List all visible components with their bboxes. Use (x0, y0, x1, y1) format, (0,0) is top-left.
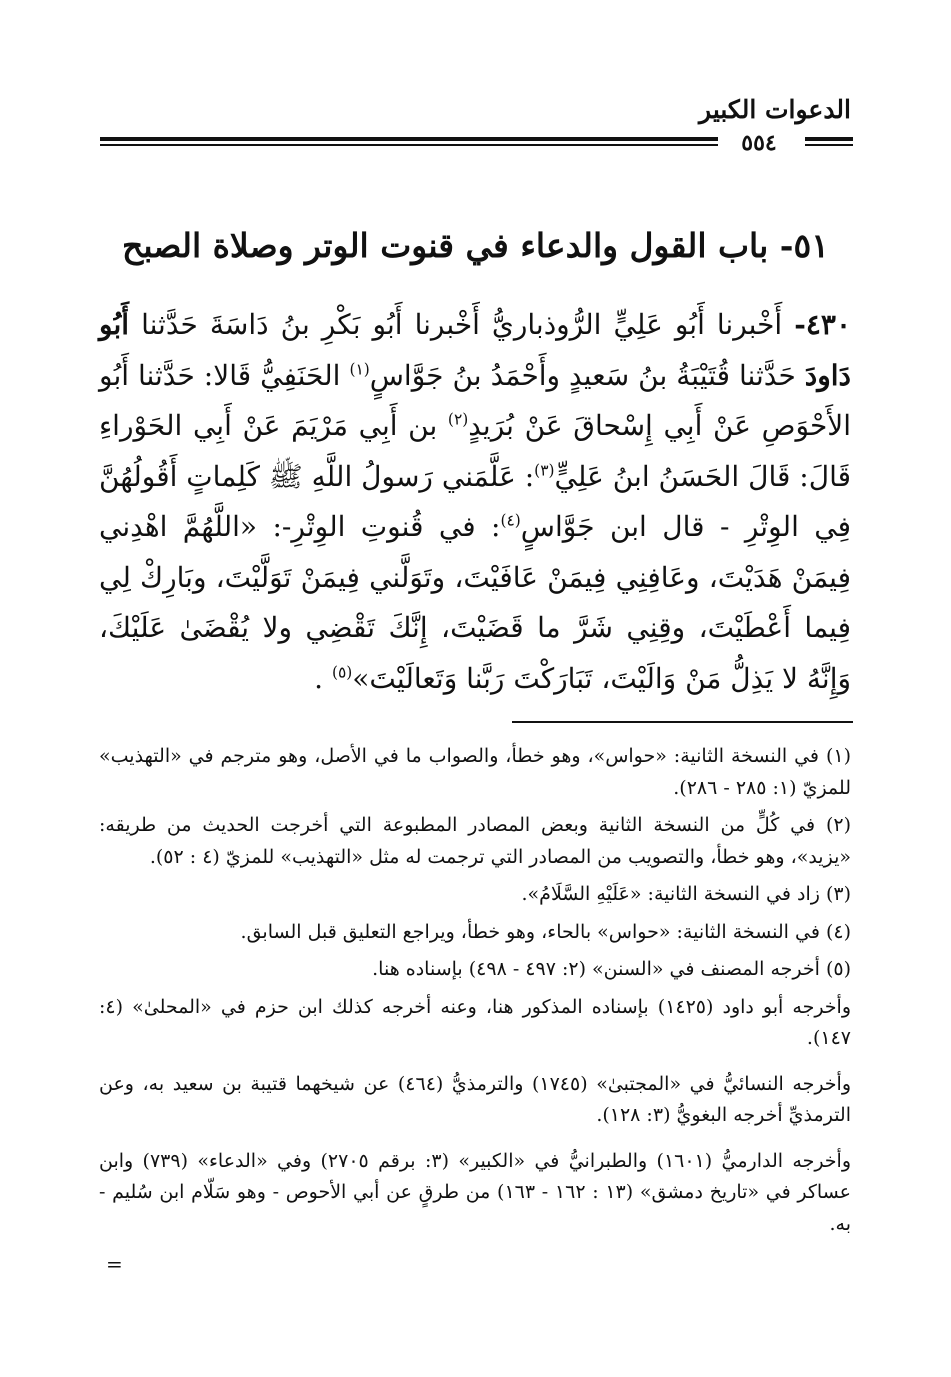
footnote-ref: (٥) (331, 663, 353, 682)
footnote-5-continuation: وأخرجه الدارميُّ (١٦٠١) والطبرانيُّ في «الكبير» (٣: برقم ٢٧٠٥) وفي «الدعاء» (٧٣٩) وابن عساكر في «تاريخ دمشق» (١٣ : ١٦٢ - ١٦٣) من طرقٍ عن أبي الأحوص - وهو سَلّام ابن سُليم - به. (99, 1149, 851, 1235)
footnote-ref: (٣) (534, 461, 555, 480)
footnote-separator (512, 721, 853, 723)
footnote-4: (٤) في النسخة الثانية: «حواس» بالحاء، وهو خطأ، ويراجع التعليق قبل السابق. (240, 920, 851, 943)
footnote-1: (١) في النسخة الثانية: «حواس»، وهو خطأ، والصواب ما في الأصل، وهو مترجم في «التهذيب» للمزيّ (١: ٢٨٥ - ٢٨٦). (99, 745, 851, 799)
hadith-segment: بن أَبِي مَرْيَمَ عَنْ أَبِي الحَوْراءِ قَالَ: قَالَ الحَسَنُ ابنُ عَلِيٍّ (99, 409, 851, 493)
hadith-segment: أَخْبرنا أَبُو عَلِيٍّ الرُّوذباريُّ أَخْبرنا أَبُو بَكْرِ بنُ دَاسَةَ حَدَّثنا (129, 308, 795, 341)
footnote-5: (٥) أخرجه المصنف في «السنن» (٢: ٤٩٧ - ٤٩٨) بإسناده هنا. (372, 958, 851, 980)
footnote-5-continuation: وأخرجه أبو داود (١٤٢٥) بإسناده المذكور هنا، وعنه أخرجه كذلك ابن حزم في «المحلىٰ» (٤: ١٤٧). (99, 995, 851, 1049)
footnote-3: (٣) زاد في النسخة الثانية: «عَلَيْهِ السَّلَامُ». (521, 883, 851, 905)
footnote-2: (٢) في كُلٍّ من النسخة الثانية وبعض المصادر المطبوعة التي أخرجت الحديث من طريقه: «يزيد»، وهو خطأ، والتصويب من المصادر التي ترجمت له مثل «التهذيب» للمزيّ (٤ : ٥٢). (99, 814, 851, 868)
hadith-segment: . (314, 661, 332, 695)
page-number: ٥٥٤ (741, 130, 777, 156)
hadith-number: ٤٣٠- (794, 308, 851, 341)
footnotes (99, 741, 851, 1254)
header-rule (100, 137, 718, 146)
header-rule-thin (100, 144, 718, 146)
hadith-segment: : عَلَّمَني رَسولُ اللَّهِ ﷺ كَلِماتٍ أَقُولُهُنَّ فِي الوِتْرِ - قال ابن جَوَّاسٍ (99, 459, 851, 543)
footnote-ref: (٤) (500, 511, 521, 530)
hadith-segment: : في قُنوتِ الوِتْرِ-: «اللَّهُمَّ اهْدِني فِيمَنْ هَدَيْتَ، وعَافِنِي فِيمَنْ عَافَيْتَ، وتَوَلَّني فِيمَنْ تَوَلَّيْتَ، وبَارِكْ لِي فِيما أَعْطَيْتَ، وقِنِي شَرَّ ما قَضَيْتَ، إِنَّكَ تَقْضِي ولا يُقْضَىٰ عَلَيْكَ، وَإِنَّهُ لا يَذِلُّ مَنْ وَالَيْتَ، تَبَارَكْتَ رَبَّنا وَتَعالَيْتَ» (99, 510, 851, 695)
footnote-5-continuation: وأخرجه النسائيُّ في «المجتبىٰ» (١٧٤٥) والترمذيُّ (٤٦٤) عن شيخهما قتيبة بن سعيد به، وعن الترمذيِّ أخرجه البغويُّ (٣: ١٢٨). (99, 1072, 852, 1126)
running-title: الدعوات الكبير (699, 95, 851, 124)
footnote-ref: (٢) (447, 410, 469, 429)
narrator-name: أَبُو دَاودَ (99, 308, 851, 392)
hadith-segment: حَدَّثنا قُتَيْبَةُ بنُ سَعيدٍ وأَحْمَدُ بنُ جَوَّاسٍ (369, 358, 805, 392)
header-rule-short (805, 137, 853, 146)
hadith-segment: الحَنَفِيُّ قَالا: حَدَّثنا أَبُو الأَحْوَصِ عَنْ أَبِي إِسْحاقَ عَنْ بُرَيدٍ (99, 358, 852, 442)
continuation-mark: = (106, 1252, 123, 1276)
hadith-text (99, 300, 851, 704)
header-rule-thick (100, 137, 718, 141)
chapter-heading: ٥١- باب القول والدعاء في قنوت الوتر وصلاة الصبح (122, 226, 829, 265)
header-rule-short-thick (805, 137, 853, 141)
header-rule-short-thin (805, 144, 853, 146)
footnote-ref: (١) (349, 360, 370, 379)
